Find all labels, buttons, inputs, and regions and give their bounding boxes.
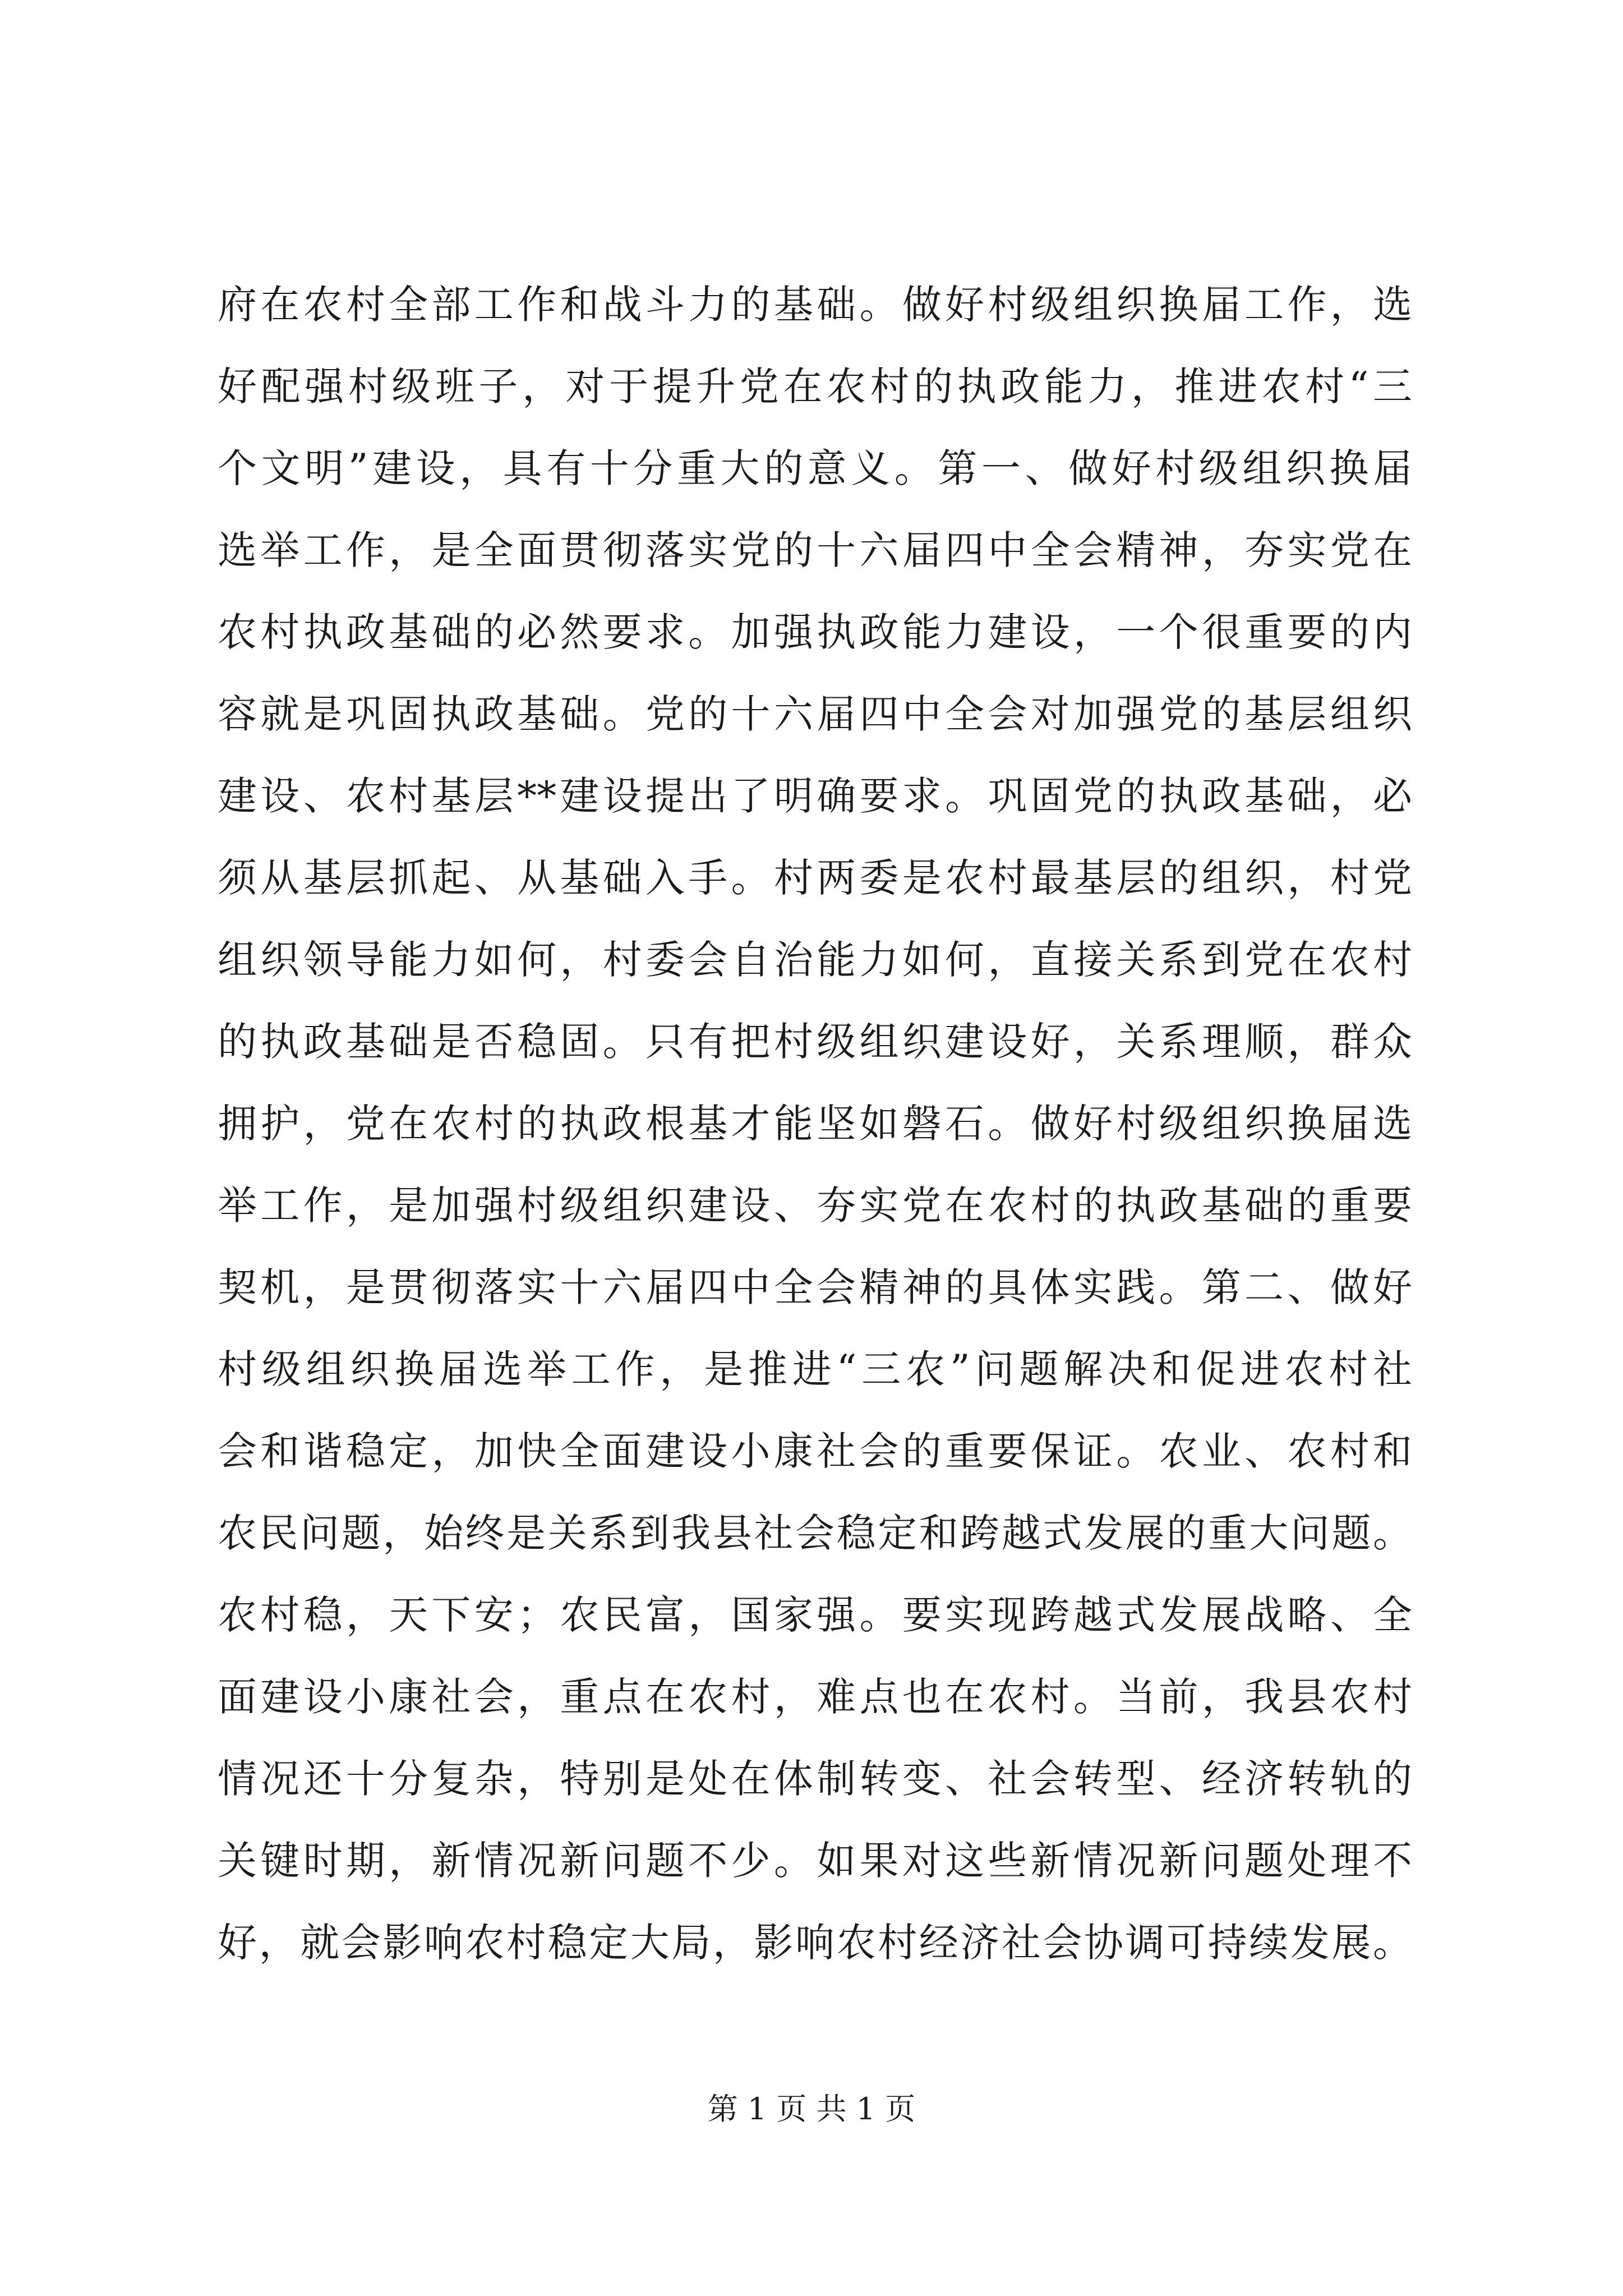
- text-line: 关键时期，新情况新问题不少。如果对这些新情况新问题处理不: [218, 1838, 1412, 1884]
- text-line: 情况还十分复杂，特别是处在体制转变、社会转型、经济转轨的: [218, 1756, 1412, 1802]
- text-line: 面建设小康社会，重点在农村，难点也在农村。当前，我县农村: [218, 1674, 1412, 1720]
- text-line: 农民问题，始终是关系到我县社会稳定和跨越式发展的重大问题。: [218, 1510, 1412, 1556]
- text-line: 好，就会影响农村稳定大局，影响农村经济社会协调可持续发展。: [218, 1920, 1412, 1966]
- text-line: 个文明”建设，具有十分重大的意义。第一、做好村级组织换届: [218, 445, 1412, 491]
- text-line: 村级组织换届选举工作，是推进“三农”问题解决和促进农村社: [218, 1346, 1412, 1392]
- body-paragraph: [218, 264, 1412, 1984]
- text-line: 须从基层抓起、从基础入手。村两委是农村最基层的组织，村党: [218, 855, 1412, 901]
- text-line: 会和谐稳定，加快全面建设小康社会的重要保证。农业、农村和: [218, 1428, 1412, 1474]
- text-line: 组织领导能力如何，村委会自治能力如何，直接关系到党在农村: [218, 937, 1412, 983]
- text-line: 契机，是贯彻落实十六届四中全会精神的具体实践。第二、做好: [218, 1264, 1412, 1310]
- text-line: 建设、农村基层**建设提出了明确要求。巩固党的执政基础，必: [218, 773, 1412, 819]
- text-line: 好配强村级班子，对于提升党在农村的执政能力，推进农村“三: [218, 364, 1412, 409]
- text-line: 农村稳，天下安；农民富，国家强。要实现跨越式发展战略、全: [218, 1592, 1412, 1638]
- text-line: 农村执政基础的必然要求。加强执政能力建设，一个很重要的内: [218, 609, 1412, 655]
- text-line: 举工作，是加强村级组织建设、夯实党在农村的执政基础的重要: [218, 1182, 1412, 1228]
- text-line: 容就是巩固执政基础。党的十六届四中全会对加强党的基层组织: [218, 691, 1412, 737]
- text-line: 的执政基础是否稳固。只有把村级组织建设好，关系理顺，群众: [218, 1019, 1412, 1065]
- text-line: 选举工作，是全面贯彻落实党的十六届四中全会精神，夯实党在: [218, 527, 1412, 573]
- text-line: 府在农村全部工作和战斗力的基础。做好村级组织换届工作，选: [218, 282, 1412, 328]
- page-number-footer: 第 1 页 共 1 页: [707, 2091, 916, 2127]
- text-line: 拥护，党在农村的执政根基才能坚如磐石。做好村级组织换届选: [218, 1101, 1412, 1147]
